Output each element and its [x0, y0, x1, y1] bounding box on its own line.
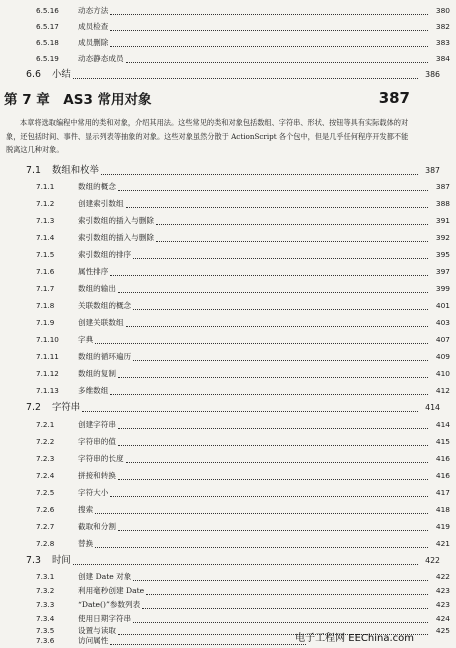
- entry-title: 替换: [78, 539, 94, 548]
- watermark-text: 电子工程网 EEChina.com: [295, 633, 414, 644]
- entry-title: 索引数组的插入与删除: [78, 216, 154, 225]
- toc-entry[interactable]: [0, 299, 456, 313]
- entry-page: 422: [435, 572, 450, 581]
- entry-page: 421: [435, 539, 450, 548]
- leader-dots: [118, 530, 428, 531]
- leader-dots: [118, 292, 428, 293]
- entry-number: 7.3.6: [36, 636, 55, 645]
- entry-title: 属性排序: [78, 267, 109, 276]
- toc-entry[interactable]: [0, 180, 456, 194]
- leader-dots: [126, 462, 428, 463]
- entry-page: 416: [435, 471, 450, 480]
- leader-dots: [126, 62, 428, 63]
- entry-number: 6.5.19: [36, 54, 59, 63]
- entry-title: 截取和分割: [78, 522, 116, 531]
- entry-number: 7.1.10: [36, 335, 59, 344]
- leader-dots: [118, 190, 428, 191]
- chapter-page: 387: [378, 89, 410, 107]
- leader-dots: [133, 580, 428, 581]
- leader-dots: [156, 224, 428, 225]
- toc-entry[interactable]: [0, 418, 456, 432]
- leader-dots: [133, 309, 428, 310]
- entry-title: 创建关联数组: [78, 318, 124, 327]
- entry-number: 7.3.2: [36, 586, 55, 595]
- entry-number: 6.5.17: [36, 22, 59, 31]
- entry-title: 创建 Date 对象: [78, 572, 132, 581]
- entry-page: 418: [435, 505, 450, 514]
- section-number: 7.2: [26, 402, 41, 413]
- entry-number: 7.1.3: [36, 216, 55, 225]
- toc-section[interactable]: [0, 67, 446, 83]
- toc-entry[interactable]: [0, 36, 456, 50]
- leader-dots: [73, 78, 418, 79]
- entry-page: 415: [435, 437, 450, 446]
- toc-entry[interactable]: [0, 350, 456, 364]
- section-page: 387: [425, 166, 440, 175]
- entry-title: 拼接和转换: [78, 471, 116, 480]
- entry-page: 383: [435, 38, 450, 47]
- toc-entry[interactable]: [0, 503, 456, 517]
- entry-title: 利用毫秒创建 Date: [78, 586, 145, 595]
- entry-number: 6.5.18: [36, 38, 59, 47]
- entry-title: 字典: [78, 335, 94, 344]
- entry-page: 417: [435, 488, 450, 497]
- toc-entry[interactable]: [0, 469, 456, 483]
- entry-page: 423: [435, 600, 450, 609]
- entry-title: 创建字符串: [78, 420, 116, 429]
- entry-number: 7.1.11: [36, 352, 59, 361]
- entry-number: 7.2.2: [36, 437, 55, 446]
- leader-dots: [110, 14, 428, 15]
- entry-page: 423: [435, 586, 450, 595]
- entry-number: 7.1.5: [36, 250, 55, 259]
- entry-title: 动态方法: [78, 6, 109, 15]
- entry-page: 395: [435, 250, 450, 259]
- chapter-intro: 本章将选取编程中常用的类和对象，介绍其用法。这些常见的类和对象包括数组、字符串、形状、按钮等具有实际载体的对象，还包括时间、事件、显示列表等抽象的对象。这些对象虽然分散于 ActionScript 各个包中，但是几乎任何程序开发都不能脱离这几种对象。: [6, 118, 409, 155]
- entry-page: 392: [435, 233, 450, 242]
- entry-title: 字符大小: [78, 488, 109, 497]
- entry-page: 414: [435, 420, 450, 429]
- entry-page: 419: [435, 522, 450, 531]
- section-page: 422: [425, 556, 440, 565]
- entry-page: 391: [435, 216, 450, 225]
- leader-dots: [133, 360, 428, 361]
- leader-dots: [126, 207, 428, 208]
- entry-number: 7.1.7: [36, 284, 55, 293]
- entry-page: 387: [435, 182, 450, 191]
- toc-entry[interactable]: [0, 197, 456, 211]
- entry-number: 7.3.1: [36, 572, 55, 581]
- leader-dots: [126, 326, 428, 327]
- toc-entry[interactable]: [0, 435, 456, 449]
- entry-title: 动态静态成员: [78, 54, 124, 63]
- entry-number: 7.3.5: [36, 626, 55, 635]
- toc-entry[interactable]: [0, 634, 306, 648]
- leader-dots: [133, 622, 428, 623]
- entry-number: 7.1.13: [36, 386, 59, 395]
- entry-page: 401: [435, 301, 450, 310]
- toc-entry[interactable]: [0, 520, 456, 534]
- chapter-title: 第 7 章 AS3 常用对象: [4, 92, 152, 108]
- section-title: 时间: [52, 555, 71, 566]
- entry-page: 388: [435, 199, 450, 208]
- entry-number: 7.1.9: [36, 318, 55, 327]
- leader-dots: [82, 411, 418, 412]
- entry-page: 410: [435, 369, 450, 378]
- leader-dots: [142, 608, 428, 609]
- entry-number: 7.2.7: [36, 522, 55, 531]
- entry-title: 关联数组的概念: [78, 301, 132, 310]
- leader-dots: [110, 644, 306, 645]
- entry-title: 成员检查: [78, 22, 109, 31]
- chapter-heading[interactable]: [4, 88, 410, 108]
- leader-dots: [133, 258, 428, 259]
- entry-number: 7.1.6: [36, 267, 55, 276]
- toc-entry[interactable]: [0, 452, 456, 466]
- leader-dots: [110, 496, 428, 497]
- entry-number: 7.1.1: [36, 182, 55, 191]
- entry-number: 7.1.2: [36, 199, 55, 208]
- entry-title: 索引数组的插入与删除: [78, 233, 154, 242]
- entry-title: 索引数组的排序: [78, 250, 132, 259]
- entry-title: “Date()”参数列表: [78, 600, 141, 609]
- section-number: 7.3: [26, 555, 41, 566]
- leader-dots: [101, 174, 418, 175]
- section-page: 414: [425, 403, 440, 412]
- leader-dots: [118, 479, 428, 480]
- toc-entry[interactable]: [0, 282, 456, 296]
- entry-title: 数组的输出: [78, 284, 116, 293]
- toc-entry[interactable]: [0, 4, 456, 18]
- entry-title: 字符串的长度: [78, 454, 124, 463]
- entry-title: 搜索: [78, 505, 94, 514]
- toc-entry[interactable]: [0, 584, 456, 598]
- leader-dots: [156, 241, 428, 242]
- entry-number: 7.2.1: [36, 420, 55, 429]
- toc-entry[interactable]: [0, 231, 456, 245]
- leader-dots: [73, 564, 418, 565]
- entry-number: 7.1.4: [36, 233, 55, 242]
- section-number: 6.6: [26, 69, 41, 80]
- leader-dots: [95, 513, 428, 514]
- section-page: 386: [425, 70, 440, 79]
- entry-page: 380: [435, 6, 450, 15]
- toc-section[interactable]: [0, 400, 446, 416]
- entry-page: 397: [435, 267, 450, 276]
- leader-dots: [95, 547, 428, 548]
- toc-entry[interactable]: [0, 384, 456, 398]
- entry-number: 7.3.4: [36, 614, 55, 623]
- leader-dots: [118, 428, 428, 429]
- entry-page: 384: [435, 54, 450, 63]
- toc-entry[interactable]: [0, 265, 456, 279]
- section-title: 字符串: [52, 402, 81, 413]
- entry-title: 成员删除: [78, 38, 109, 47]
- entry-page: 412: [435, 386, 450, 395]
- entry-number: 7.2.6: [36, 505, 55, 514]
- leader-dots: [110, 30, 428, 31]
- entry-title: 字符串的值: [78, 437, 116, 446]
- toc-entry[interactable]: [0, 537, 456, 551]
- entry-number: 7.2.4: [36, 471, 55, 480]
- toc-entry[interactable]: [0, 214, 456, 228]
- toc-section[interactable]: [0, 163, 446, 179]
- entry-number: 7.1.8: [36, 301, 55, 310]
- entry-number: 7.2.5: [36, 488, 55, 497]
- leader-dots: [110, 46, 428, 47]
- toc-entry[interactable]: [0, 248, 456, 262]
- toc-section[interactable]: [0, 553, 446, 569]
- entry-page: 403: [435, 318, 450, 327]
- entry-number: 7.2.3: [36, 454, 55, 463]
- entry-title: 多维数组: [78, 386, 109, 395]
- entry-title: 创建索引数组: [78, 199, 124, 208]
- entry-page: 382: [435, 22, 450, 31]
- entry-title: 使用日期字符串: [78, 614, 132, 623]
- entry-title: 设置与读取: [78, 626, 116, 635]
- entry-page: 409: [435, 352, 450, 361]
- toc-entry[interactable]: [0, 598, 456, 612]
- section-number: 7.1: [26, 165, 41, 176]
- leader-dots: [118, 445, 428, 446]
- entry-number: 7.1.12: [36, 369, 59, 378]
- entry-page: 424: [435, 614, 450, 623]
- entry-number: 7.3.3: [36, 600, 55, 609]
- toc-entry[interactable]: [0, 316, 456, 330]
- leader-dots: [110, 394, 428, 395]
- toc-entry[interactable]: [0, 52, 456, 66]
- entry-page: 425: [435, 626, 450, 635]
- toc-entry[interactable]: [0, 333, 456, 347]
- entry-number: 6.5.16: [36, 6, 59, 15]
- leader-dots: [118, 377, 428, 378]
- toc-entry[interactable]: [0, 367, 456, 381]
- entry-page: 416: [435, 454, 450, 463]
- entry-page: 399: [435, 284, 450, 293]
- section-title: 小结: [52, 69, 71, 80]
- toc-entry[interactable]: [0, 486, 456, 500]
- entry-number: 7.2.8: [36, 539, 55, 548]
- leader-dots: [110, 275, 428, 276]
- toc-entry[interactable]: [0, 570, 456, 584]
- section-title: 数组和枚举: [52, 165, 99, 176]
- leader-dots: [95, 343, 428, 344]
- entry-page: 407: [435, 335, 450, 344]
- entry-title: 数组的循环遍历: [78, 352, 132, 361]
- toc-entry[interactable]: [0, 20, 456, 34]
- entry-title: 数组的复制: [78, 369, 116, 378]
- entry-title: 访问属性: [78, 636, 109, 645]
- leader-dots: [146, 594, 428, 595]
- entry-title: 数组的概念: [78, 182, 116, 191]
